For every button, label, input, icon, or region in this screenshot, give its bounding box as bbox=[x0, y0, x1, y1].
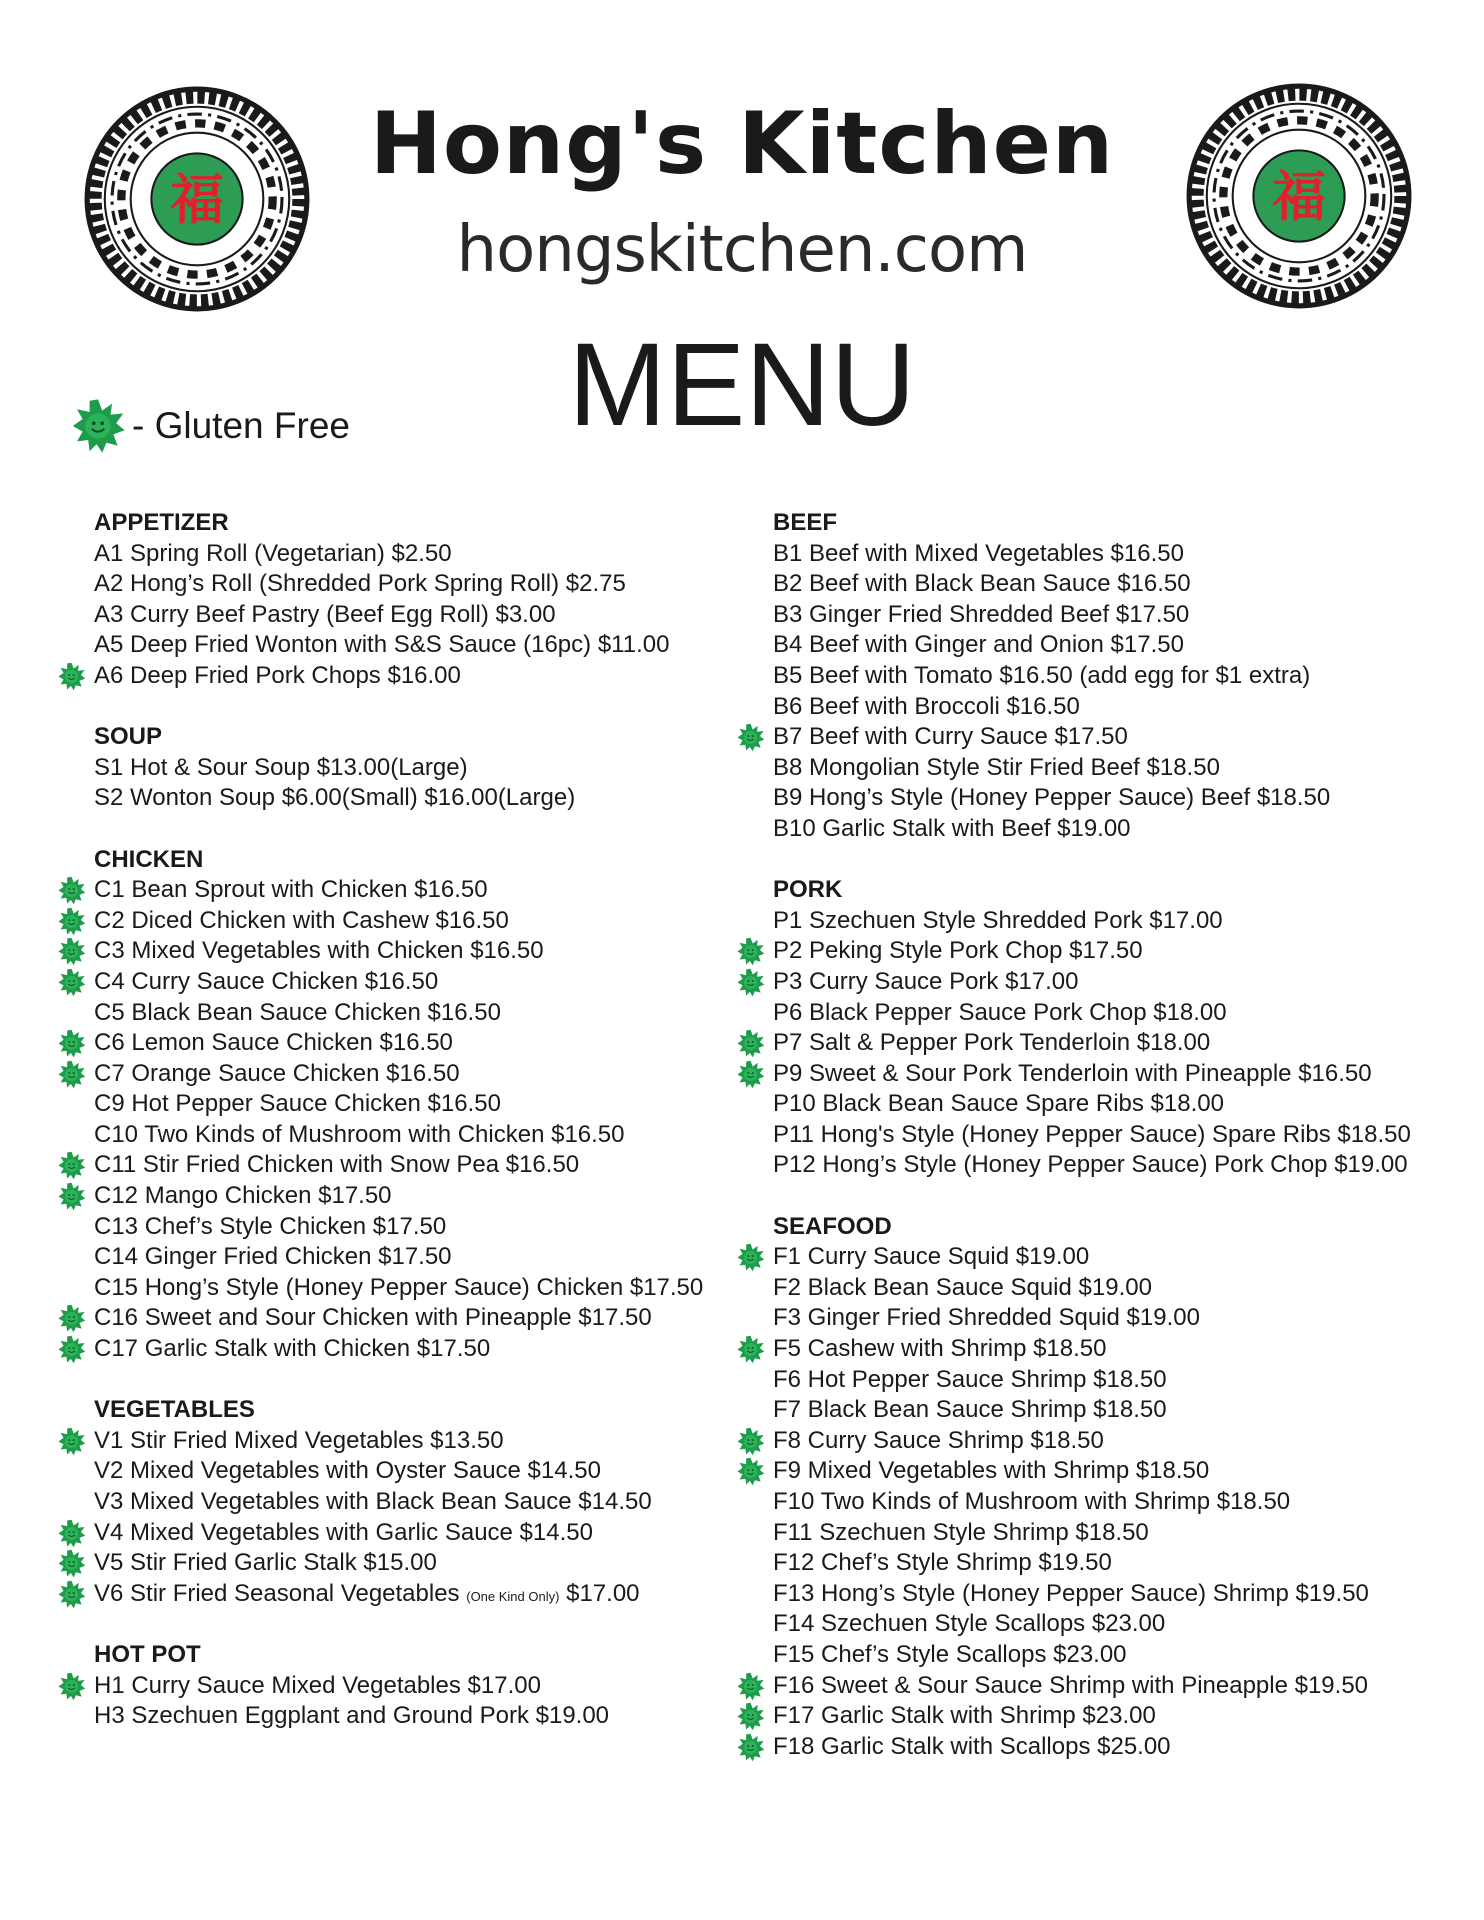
menu-item-text: C1 Bean Sprout with Chicken $16.50 bbox=[94, 876, 488, 904]
menu-item-text: V3 Mixed Vegetables with Black Bean Sauce $14.50 bbox=[94, 1488, 652, 1515]
menu-item-text: C14 Ginger Fried Chicken $17.50 bbox=[94, 1243, 452, 1271]
menu-item bbox=[773, 1640, 1473, 1671]
menu-item-text: P6 Black Pepper Sauce Pork Chop $18.00 bbox=[773, 998, 1227, 1026]
menu-item bbox=[773, 661, 1473, 692]
menu-item bbox=[773, 1089, 1473, 1120]
menu-item-text: C2 Diced Chicken with Cashew $16.50 bbox=[94, 906, 509, 934]
menu-item bbox=[94, 1426, 754, 1457]
gluten-free-icon bbox=[57, 662, 86, 691]
menu-item-text: C5 Black Bean Sauce Chicken $16.50 bbox=[94, 998, 501, 1026]
menu-item bbox=[773, 1701, 1473, 1732]
menu-item bbox=[94, 1242, 754, 1273]
menu-item-text: P3 Curry Sauce Pork $17.00 bbox=[773, 967, 1079, 995]
gluten-free-icon bbox=[736, 1029, 765, 1058]
section-title: CHICKEN bbox=[94, 845, 204, 873]
gluten-free-icon bbox=[736, 937, 765, 966]
menu-item bbox=[94, 1212, 754, 1243]
menu-item bbox=[773, 539, 1473, 570]
menu-item-text: A6 Deep Fried Pork Chops $16.00 bbox=[94, 661, 461, 689]
menu-item-text: F3 Ginger Fried Shredded Squid $19.00 bbox=[773, 1304, 1200, 1332]
menu-item-text: V4 Mixed Vegetables with Garlic Sauce $14.50 bbox=[94, 1518, 593, 1546]
menu-item-text: C11 Stir Fried Chicken with Snow Pea $16.50 bbox=[94, 1151, 580, 1179]
fu-character: 福 bbox=[170, 168, 224, 232]
menu-item-text: V6 Stir Fried Seasonal Vegetables bbox=[94, 1579, 460, 1607]
menu-item bbox=[94, 906, 754, 937]
menu-item bbox=[773, 692, 1473, 723]
menu-item-text: B4 Beef with Ginger and Onion $17.50 bbox=[773, 631, 1184, 659]
section-title: SOUP bbox=[94, 723, 163, 751]
menu-item-text: F6 Hot Pepper Sauce Shrimp $18.50 bbox=[773, 1365, 1167, 1393]
menu-item bbox=[94, 569, 754, 600]
menu-item bbox=[773, 1671, 1473, 1702]
gluten-free-icon bbox=[736, 723, 765, 752]
menu-item-text: P7 Salt & Pepper Pork Tenderloin $18.00 bbox=[773, 1029, 1211, 1057]
menu-item bbox=[94, 936, 754, 967]
menu-item-text: F13 Hong’s Style (Honey Pepper Sauce) Shrimp $19.50 bbox=[773, 1579, 1369, 1607]
menu-item-text: H3 Szechuen Eggplant and Ground Pork $19.00 bbox=[94, 1702, 610, 1730]
menu-item-text: V2 Mixed Vegetables with Oyster Sauce $14.50 bbox=[94, 1457, 601, 1485]
menu-item-text: P11 Hong's Style (Honey Pepper Sauce) Spare Ribs $18.50 bbox=[773, 1120, 1411, 1148]
menu-item bbox=[94, 1548, 754, 1579]
menu-item bbox=[94, 967, 754, 998]
menu-item-text: C10 Two Kinds of Mushroom with Chicken $16.50 bbox=[94, 1120, 625, 1148]
gluten-free-icon bbox=[57, 1549, 86, 1578]
menu-item bbox=[94, 1487, 754, 1518]
menu-item-text: H1 Curry Sauce Mixed Vegetables $17.00 bbox=[94, 1671, 541, 1699]
gluten-free-icon bbox=[57, 907, 86, 936]
menu-item-text: V1 Stir Fried Mixed Vegetables $13.50 bbox=[94, 1426, 504, 1454]
section-gap bbox=[94, 1365, 754, 1396]
section-title: VEGETABLES bbox=[94, 1396, 255, 1424]
menu-item bbox=[773, 1426, 1473, 1457]
menu-item-text: B2 Beef with Black Bean Sauce $16.50 bbox=[773, 570, 1191, 598]
menu-item-text: F5 Cashew with Shrimp $18.50 bbox=[773, 1335, 1107, 1363]
menu-item-text: F2 Black Bean Sauce Squid $19.00 bbox=[773, 1273, 1152, 1301]
menu-item-text: F15 Chef’s Style Scallops $23.00 bbox=[773, 1640, 1127, 1668]
section-gap bbox=[94, 692, 754, 723]
menu-item-text: F17 Garlic Stalk with Shrimp $23.00 bbox=[773, 1702, 1156, 1730]
menu-item bbox=[773, 600, 1473, 631]
menu-item bbox=[94, 1671, 754, 1702]
section-gap bbox=[773, 1181, 1473, 1212]
gluten-free-icon bbox=[57, 1427, 86, 1456]
menu-item bbox=[773, 1548, 1473, 1579]
section-gap bbox=[94, 814, 754, 845]
menu-item bbox=[94, 1518, 754, 1549]
menu-item-text: A5 Deep Fried Wonton with S&S Sauce (16pc) $11.00 bbox=[94, 631, 670, 659]
menu-item bbox=[773, 1303, 1473, 1334]
menu-item bbox=[773, 1518, 1473, 1549]
menu-item-text: F16 Sweet & Sour Sauce Shrimp with Pineapple $19.50 bbox=[773, 1671, 1369, 1699]
menu-item bbox=[773, 630, 1473, 661]
menu-item-text: P1 Szechuen Style Shredded Pork $17.00 bbox=[773, 906, 1223, 934]
menu-item-text: C13 Chef’s Style Chicken $17.50 bbox=[94, 1212, 447, 1240]
menu-item bbox=[94, 1028, 754, 1059]
menu-item bbox=[773, 1487, 1473, 1518]
menu-item bbox=[94, 1273, 754, 1304]
menu-item bbox=[94, 998, 754, 1029]
menu-item-text: P2 Peking Style Pork Chop $17.50 bbox=[773, 937, 1143, 965]
gluten-free-icon bbox=[57, 1151, 86, 1180]
menu-item-text: F1 Curry Sauce Squid $19.00 bbox=[773, 1243, 1090, 1271]
menu-column-left bbox=[94, 508, 754, 1732]
menu-item-text: C17 Garlic Stalk with Chicken $17.50 bbox=[94, 1335, 491, 1363]
gluten-free-legend bbox=[70, 398, 350, 454]
menu-item bbox=[773, 753, 1473, 784]
gluten-free-icon bbox=[57, 968, 86, 997]
menu-item bbox=[773, 569, 1473, 600]
section-title: SEAFOOD bbox=[773, 1212, 892, 1240]
menu-item-text: F14 Szechuen Style Scallops $23.00 bbox=[773, 1610, 1166, 1638]
menu-item bbox=[773, 1456, 1473, 1487]
menu-item bbox=[94, 661, 754, 692]
menu-item-price: $17.00 bbox=[559, 1579, 640, 1607]
gluten-free-icon bbox=[736, 1427, 765, 1456]
menu-item-text: C3 Mixed Vegetables with Chicken $16.50 bbox=[94, 937, 544, 965]
menu-item bbox=[773, 1273, 1473, 1304]
menu-item bbox=[94, 1334, 754, 1365]
menu-item bbox=[773, 1059, 1473, 1090]
menu-item-text: B9 Hong’s Style (Honey Pepper Sauce) Beef $18.50 bbox=[773, 784, 1331, 812]
menu-item bbox=[94, 783, 754, 814]
menu-item-text: C9 Hot Pepper Sauce Chicken $16.50 bbox=[94, 1090, 501, 1118]
gluten-free-icon bbox=[736, 1672, 765, 1701]
menu-item-text: B5 Beef with Tomato $16.50 (add egg for $1 extra) bbox=[773, 661, 1311, 689]
gluten-free-icon bbox=[57, 1304, 86, 1333]
menu-item bbox=[773, 1028, 1473, 1059]
gluten-free-icon bbox=[57, 1182, 86, 1211]
gluten-free-icon bbox=[736, 1243, 765, 1272]
menu-item-text: F8 Curry Sauce Shrimp $18.50 bbox=[773, 1426, 1104, 1454]
menu-item-text: C15 Hong’s Style (Honey Pepper Sauce) Chicken $17.50 bbox=[94, 1273, 704, 1301]
section-gap bbox=[94, 1609, 754, 1640]
menu-item bbox=[94, 1579, 754, 1610]
menu-item-text: F18 Garlic Stalk with Scallops $25.00 bbox=[773, 1732, 1171, 1760]
gluten-free-icon bbox=[57, 876, 86, 905]
menu-item bbox=[773, 936, 1473, 967]
menu-item-note: (One Kind Only) bbox=[466, 1588, 560, 1604]
menu-item bbox=[94, 875, 754, 906]
menu-item bbox=[773, 906, 1473, 937]
menu-item-text: B1 Beef with Mixed Vegetables $16.50 bbox=[773, 539, 1184, 567]
section-title: APPETIZER bbox=[94, 509, 229, 536]
menu-item bbox=[773, 998, 1473, 1029]
menu-item bbox=[94, 753, 754, 784]
section-title: PORK bbox=[773, 876, 843, 904]
website-url: hongskitchen.com bbox=[456, 213, 1028, 287]
menu-item-text: B7 Beef with Curry Sauce $17.50 bbox=[773, 723, 1128, 751]
menu-item bbox=[94, 1456, 754, 1487]
menu-item bbox=[94, 600, 754, 631]
gluten-free-icon bbox=[57, 1519, 86, 1548]
menu-item-text: P12 Hong’s Style (Honey Pepper Sauce) Pork Chop $19.00 bbox=[773, 1151, 1408, 1179]
menu-item-text: F9 Mixed Vegetables with Shrimp $18.50 bbox=[773, 1457, 1210, 1485]
menu-item bbox=[773, 1732, 1473, 1763]
menu-item-text: C4 Curry Sauce Chicken $16.50 bbox=[94, 967, 439, 995]
menu-item bbox=[773, 1365, 1473, 1396]
menu-item bbox=[773, 722, 1473, 753]
menu-item bbox=[773, 1334, 1473, 1365]
gluten-free-icon bbox=[57, 1029, 86, 1058]
menu-item bbox=[94, 1181, 754, 1212]
menu-item bbox=[94, 630, 754, 661]
menu-item-text: F12 Chef’s Style Shrimp $19.50 bbox=[773, 1549, 1112, 1577]
gluten-free-icon bbox=[57, 1580, 86, 1609]
menu-item bbox=[94, 1701, 754, 1732]
menu-item bbox=[94, 1059, 754, 1090]
menu-item-text: C12 Mango Chicken $17.50 bbox=[94, 1182, 392, 1210]
gluten-free-icon bbox=[736, 1457, 765, 1486]
menu-item bbox=[94, 1303, 754, 1334]
menu-item-text: B6 Beef with Broccoli $16.50 bbox=[773, 692, 1080, 720]
menu-item-text: B8 Mongolian Style Stir Fried Beef $18.50 bbox=[773, 753, 1220, 781]
menu-item bbox=[94, 1089, 754, 1120]
gluten-free-icon bbox=[736, 1733, 765, 1762]
menu-item bbox=[773, 1150, 1473, 1181]
menu-item bbox=[94, 1150, 754, 1181]
menu-item bbox=[773, 1579, 1473, 1610]
menu-item bbox=[94, 539, 754, 570]
menu-item-text: F10 Two Kinds of Mushroom with Shrimp $18.50 bbox=[773, 1488, 1291, 1515]
section-gap bbox=[773, 845, 1473, 876]
menu-item-text: P9 Sweet & Sour Pork Tenderloin with Pineapple $16.50 bbox=[773, 1059, 1372, 1087]
gluten-free-icon bbox=[736, 1702, 765, 1731]
menu-item bbox=[773, 783, 1473, 814]
menu-item bbox=[773, 967, 1473, 998]
menu-column-right bbox=[773, 508, 1473, 1762]
menu-item-text: C6 Lemon Sauce Chicken $16.50 bbox=[94, 1029, 453, 1057]
gluten-free-icon bbox=[70, 398, 126, 454]
menu-item-text: F11 Szechuen Style Shrimp $18.50 bbox=[773, 1518, 1149, 1546]
menu-item-text: C7 Orange Sauce Chicken $16.50 bbox=[94, 1059, 460, 1087]
menu-item-text: A3 Curry Beef Pastry (Beef Egg Roll) $3.00 bbox=[94, 600, 556, 628]
menu-item-text: S1 Hot & Sour Soup $13.00(Large) bbox=[94, 753, 468, 781]
fu-character: 福 bbox=[1272, 165, 1326, 229]
gluten-free-icon bbox=[57, 937, 86, 966]
menu-item bbox=[94, 1120, 754, 1151]
gluten-free-icon bbox=[57, 1335, 86, 1364]
gluten-free-icon bbox=[736, 1335, 765, 1364]
menu-item bbox=[773, 814, 1473, 845]
gluten-free-icon bbox=[57, 1672, 86, 1701]
gluten-free-icon bbox=[736, 968, 765, 997]
menu-item-text: A2 Hong’s Roll (Shredded Pork Spring Roll) $2.75 bbox=[94, 570, 626, 598]
gluten-free-label: - Gluten Free bbox=[132, 405, 350, 446]
menu-item-text: B3 Ginger Fried Shredded Beef $17.50 bbox=[773, 600, 1190, 628]
menu-item-text: B10 Garlic Stalk with Beef $19.00 bbox=[773, 814, 1131, 842]
menu-item-text: V5 Stir Fried Garlic Stalk $15.00 bbox=[94, 1549, 437, 1577]
menu-item-text: F7 Black Bean Sauce Shrimp $18.50 bbox=[773, 1396, 1167, 1424]
menu-item-text: C16 Sweet and Sour Chicken with Pineapple $17.50 bbox=[94, 1304, 652, 1332]
menu-item bbox=[773, 1120, 1473, 1151]
section-title: BEEF bbox=[773, 509, 838, 536]
menu-item bbox=[773, 1242, 1473, 1273]
section-title: HOT POT bbox=[94, 1640, 201, 1668]
menu-item-text: S2 Wonton Soup $6.00(Small) $16.00(Large) bbox=[94, 784, 576, 812]
menu-item bbox=[773, 1395, 1473, 1426]
menu-item bbox=[773, 1609, 1473, 1640]
menu-heading: MENU bbox=[568, 319, 916, 451]
menu-item-text: A1 Spring Roll (Vegetarian) $2.50 bbox=[94, 539, 452, 567]
gluten-free-icon bbox=[736, 1060, 765, 1089]
restaurant-title: Hong's Kitchen bbox=[369, 94, 1115, 194]
gluten-free-icon bbox=[57, 1060, 86, 1089]
menu-item-text: P10 Black Bean Sauce Spare Ribs $18.00 bbox=[773, 1090, 1224, 1118]
